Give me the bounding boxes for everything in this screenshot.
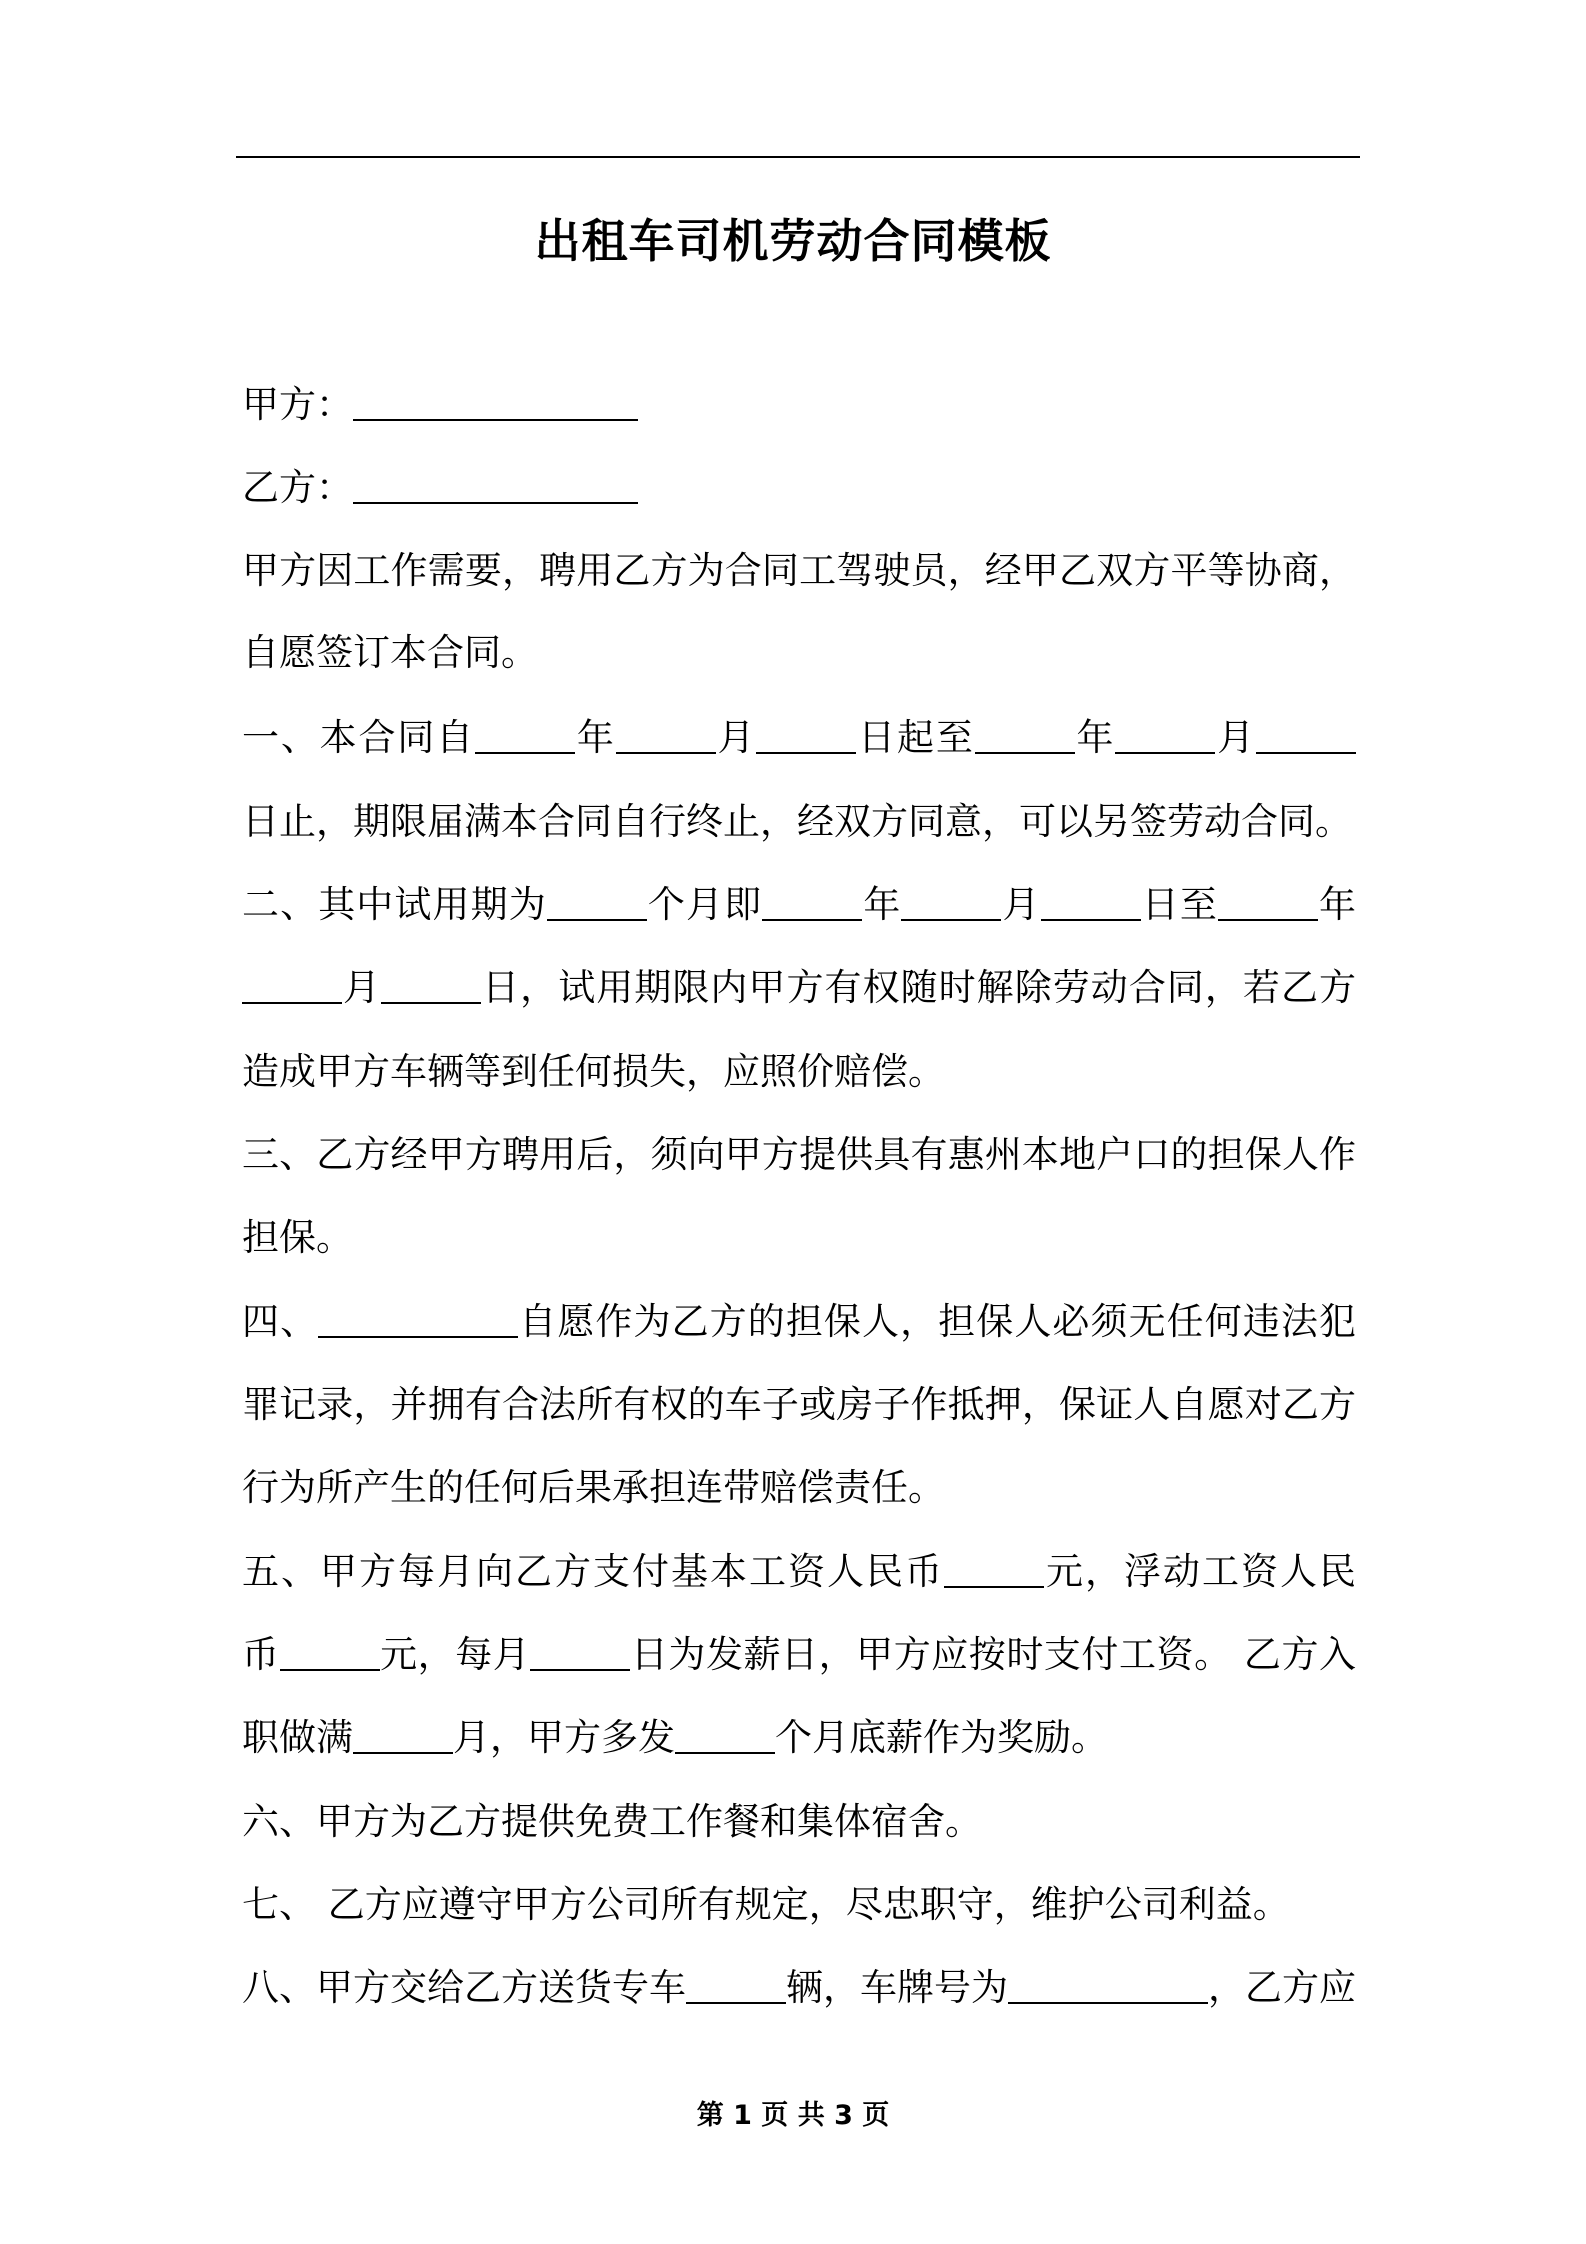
clause-text: 月，甲方多发 (453, 1716, 675, 1759)
clause-text: 月 (715, 716, 757, 759)
clause-3-line-2: 担保。 (242, 1216, 353, 1259)
page-number: 第 1 页 共 3 页 (696, 2100, 890, 2131)
clause-text: 月 (1215, 716, 1257, 759)
clause-text: 四、 (242, 1300, 319, 1343)
clause-text: 年 (862, 883, 902, 926)
party-b-label: 乙方： (242, 466, 353, 509)
clause-2-line-1 (242, 880, 1356, 930)
blank-field (756, 718, 856, 754)
plate-number-blank (1008, 1968, 1208, 2004)
party-b-line (242, 463, 638, 513)
clause-5-line-2 (242, 1630, 1356, 1680)
clause-2-line-2 (242, 963, 1356, 1013)
clause-6: 六、甲方为乙方提供免费工作餐和集体宿舍。 (242, 1800, 982, 1843)
blank-field (547, 885, 647, 921)
party-a-label: 甲方： (242, 383, 353, 426)
blank-field (901, 885, 1001, 921)
clause-text: 元，每月 (379, 1633, 531, 1676)
intro-line-2: 自愿签订本合同。 (242, 631, 538, 674)
clause-text: 日为发薪日，甲方应按时支付工资。 乙方入 (630, 1633, 1357, 1676)
blank-field (975, 718, 1075, 754)
blank-field (353, 1718, 453, 1754)
header-rule (236, 156, 1360, 158)
clause-text: 自愿作为乙方的担保人，担保人必须无任何违法犯 (518, 1300, 1357, 1343)
clause-3-line-1: 三、乙方经甲方聘用后，须向甲方提供具有惠州本地户口的担保人作 (242, 1133, 1356, 1176)
blank-field (762, 885, 862, 921)
clause-4-line-1 (242, 1297, 1356, 1347)
blank-field (475, 718, 575, 754)
party-a-line (242, 380, 638, 430)
blank-field (280, 1635, 380, 1671)
party-b-blank (353, 468, 638, 504)
document-title: 出租车司机劳动合同模板 (534, 214, 1052, 268)
clause-text: 日至 (1140, 883, 1218, 926)
clause-1-line-2: 日止，期限届满本合同自行终止，经双方同意，可以另签劳动合同。 (242, 800, 1352, 843)
clause-text: 日起至 (856, 716, 975, 759)
clause-text: ，乙方应 (1208, 1966, 1356, 2009)
clause-text: 二、其中试用期为 (242, 883, 547, 926)
blank-field (686, 1968, 786, 2004)
blank-field (242, 968, 342, 1004)
blank-field (616, 718, 716, 754)
clause-5-line-1 (242, 1547, 1356, 1597)
clause-text: 年 (1074, 716, 1116, 759)
blank-field (530, 1635, 630, 1671)
blank-field (1115, 718, 1215, 754)
clause-text: 币 (242, 1633, 280, 1676)
blank-field (1256, 718, 1356, 754)
clause-text: 个月即 (646, 883, 763, 926)
clause-2-line-3: 造成甲方车辆等到任何损失，应照价赔偿。 (242, 1050, 945, 1093)
blank-field (1218, 885, 1318, 921)
blank-field (944, 1552, 1044, 1588)
clause-4-line-3: 行为所产生的任何后果承担连带赔偿责任。 (242, 1466, 945, 1509)
clause-1-line-1 (242, 713, 1356, 763)
clause-8-line-1 (242, 1963, 1356, 2013)
clause-4-line-2: 罪记录，并拥有合法所有权的车子或房子作抵押，保证人自愿对乙方 (242, 1383, 1356, 1426)
clause-text: 月 (342, 966, 382, 1009)
clause-7: 七、 乙方应遵守甲方公司所有规定，尽忠职守，维护公司利益。 (242, 1883, 1290, 1926)
clause-text: 月 (1001, 883, 1041, 926)
guarantor-blank (318, 1302, 518, 1338)
clause-text: 五、甲方每月向乙方支付基本工资人民币 (242, 1550, 944, 1593)
party-a-blank (353, 385, 638, 421)
clause-text: 个月底薪作为奖励。 (775, 1716, 1108, 1759)
clause-text: 一、本合同自 (242, 716, 475, 759)
clause-text: 八、甲方交给乙方送货专车 (242, 1966, 686, 2009)
clause-text: 年 (1317, 883, 1357, 926)
clause-text: 辆，车牌号为 (786, 1966, 1008, 2009)
blank-field (675, 1718, 775, 1754)
intro-line-1: 甲方因工作需要，聘用乙方为合同工驾驶员，经甲乙双方平等协商， (242, 549, 1356, 592)
clause-text: 日，试用期限内甲方有权随时解除劳动合同，若乙方 (481, 966, 1357, 1009)
clause-text: 年 (575, 716, 616, 759)
clause-text: 职做满 (242, 1716, 353, 1759)
blank-field (381, 968, 481, 1004)
clause-text: 元，浮动工资人民 (1044, 1550, 1356, 1593)
clause-5-line-3 (242, 1713, 1108, 1763)
blank-field (1041, 885, 1141, 921)
